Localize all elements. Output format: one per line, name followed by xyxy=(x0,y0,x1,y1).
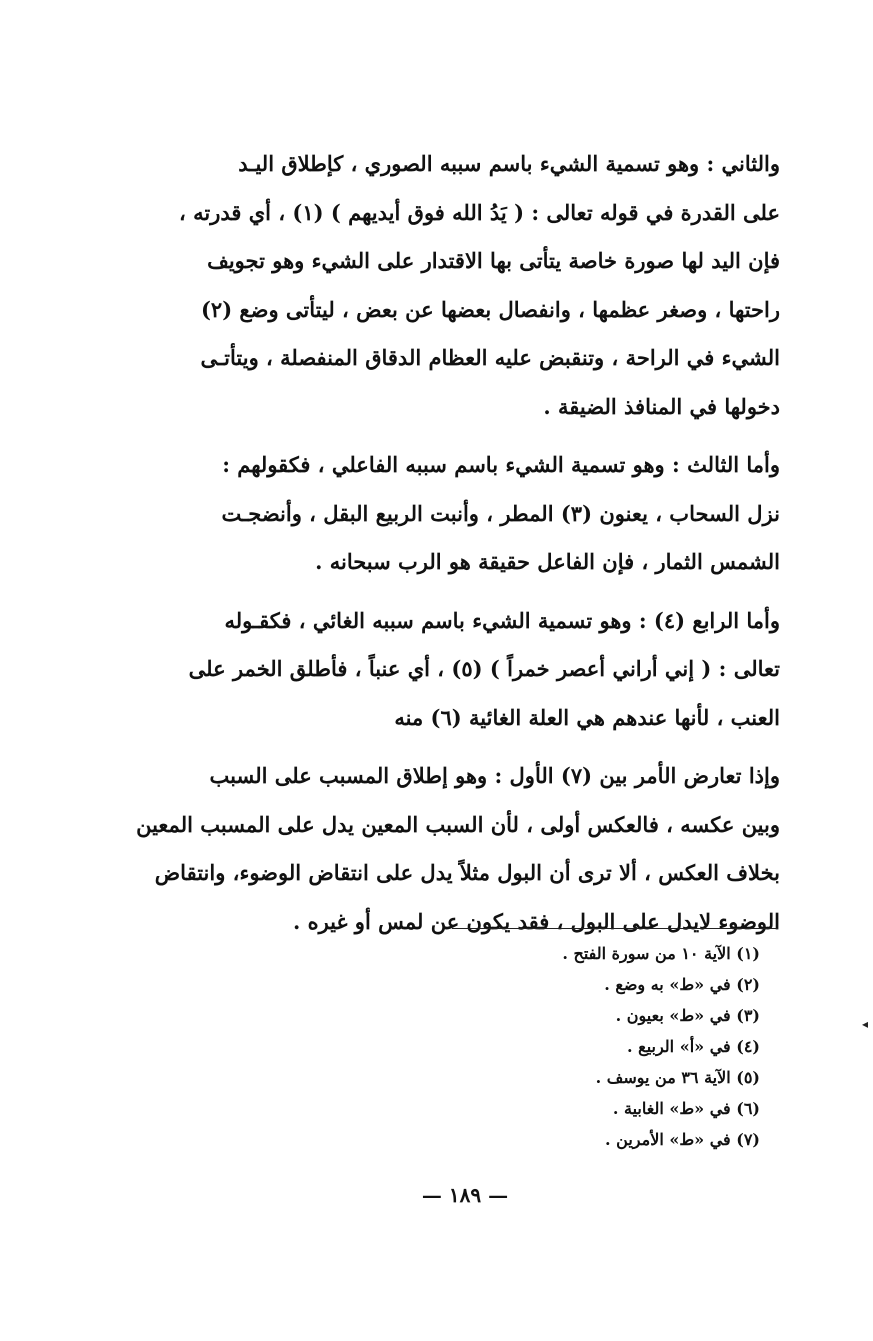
footnote-separator xyxy=(452,928,778,929)
text-line: فإن اليد لها صورة خاصة يتأتى بها الاقتدار على الشيء وهو تجويف xyxy=(207,248,780,273)
footnote: (٦) في «ط» الغابية . xyxy=(612,1099,760,1118)
margin-arrow-icon: ◂ xyxy=(862,1017,869,1031)
text-line: الشمس الثمار ، فإن الفاعل حقيقة هو الرب سبحانه . xyxy=(315,549,780,574)
text-line: بخلاف العكس ، ألا ترى أن البول مثلاً يدل على انتقاض الوضوء، وانتقاض xyxy=(154,860,780,885)
paragraph-second-relation xyxy=(130,140,780,431)
footnote: (٧) في «ط» الأمرين . xyxy=(605,1130,760,1149)
text-line: على القدرة في قوله تعالى : ( يَدُ الله فوق أيديهم ) (١) ، أي قدرته ، xyxy=(179,199,780,225)
text-line: الوضوء لايدل على البول ، فقد يكون عن لمس أو غيره . xyxy=(292,908,780,934)
text-line: راحتها ، وصغر عظمها ، وانفصال بعضها عن بعض ، ليتأتى وضع (٢) xyxy=(200,296,780,322)
footnote: (٣) في «ط» بعيون . xyxy=(615,1006,760,1025)
text-line: وإذا تعارض الأمر بين (٧) الأول : وهو إطلاق المسبب على السبب xyxy=(209,763,780,788)
footnote: (٤) في «أ» الربيع . xyxy=(627,1037,760,1056)
paragraph-third-relation xyxy=(130,441,780,587)
paragraph-conflict-rule xyxy=(130,752,780,946)
page-number: — ١٨٩ — xyxy=(421,1183,509,1207)
main-text xyxy=(130,140,780,956)
text-line: وأما الرابع (٤) : وهو تسمية الشيء باسم سببه الغائي ، فكقـوله xyxy=(224,607,780,633)
text-line: والثاني : وهو تسمية الشيء باسم سببه الصوري ، كإطلاق اليـد xyxy=(238,151,780,176)
text-line: وبين عكسه ، فالعكس أولى ، لأن السبب المعين يدل على المسبب المعين xyxy=(136,811,780,837)
footnote: (٥) الآية ٣٦ من يوسف . xyxy=(595,1068,760,1087)
text-line: تعالى : ( إني أراني أعصر خمراً ) (٥) ، أي عنباً ، فأطلق الخمر على xyxy=(188,656,780,681)
text-line: العنب ، لأنها عندهم هي العلة الغائية (٦) منه xyxy=(394,704,780,730)
paragraph-fourth-relation xyxy=(130,597,780,743)
text-line: دخولها في المنافذ الضيقة . xyxy=(543,393,780,419)
footnote: (١) الآية ١٠ من سورة الفتح . xyxy=(562,944,760,963)
text-line: الشيء في الراحة ، وتنقبض عليه العظام الدقاق المنفصلة ، ويتأتـى xyxy=(200,345,780,370)
footnotes xyxy=(480,938,760,1155)
footnote: (٢) في «ط» به وضع . xyxy=(604,975,760,994)
text-line: نزل السحاب ، يعنون (٣) المطر ، وأنبت الربيع البقل ، وأنضجـت xyxy=(221,500,780,526)
text-line: وأما الثالث : وهو تسمية الشيء باسم سببه الفاعلي ، فكقولهم : xyxy=(222,452,780,477)
